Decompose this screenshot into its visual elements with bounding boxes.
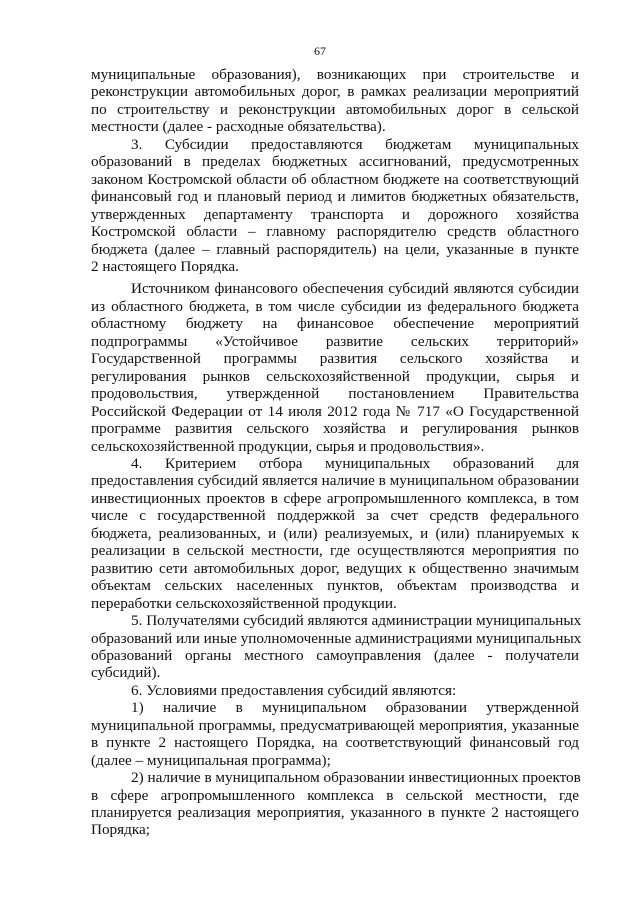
text-line: законом Костромской области об областном бюджете на соответствующий [91,170,579,188]
paragraph-item-5 [91,612,582,682]
text-line: 3. Субсидии предоставляются бюджетам муниципальных [131,135,579,153]
paragraph-item-4 [91,455,579,612]
text-line: бюджета (далее – главный распорядитель) на цели, указанные в пункте [91,240,579,258]
text-line: образований органы местного самоуправления (далее - получатели [91,646,579,664]
paragraph-funding-source [91,280,579,455]
paragraph-item-6-2 [91,769,579,839]
text-line: реализации в сельской местности, где осуществляются мероприятия по [91,542,579,560]
paragraph-continuation [91,66,579,136]
text-line: предоставления субсидий является наличие в муниципальном образовании [91,472,579,490]
text-line: местности (далее - расходные обязательства). [91,118,386,136]
text-line: сельскохозяйственной продукции, сырья и продовольствия». [91,437,485,455]
text-line: инвестиционных проектов в сфере агропромышленного комплекса, в том [91,489,579,507]
text-line: муниципальные образования), возникающих при строительстве и [91,66,579,83]
text-line: бюджета, реализованных, и (или) реализуемых, и (или) планируемых к [91,524,579,542]
text-line: 2 настоящего Порядка. [91,257,239,275]
text-line: 1) наличие в муниципальном образовании утвержденной [131,699,579,717]
text-line: муниципальной программы, предусматривающей мероприятия, указанные [91,716,579,734]
text-line: планируется реализация мероприятия, указанного в пункте 2 настоящего [91,804,579,822]
text-line: из областного бюджета, в том числе субсидии из федерального бюджета [91,297,579,315]
text-line: Порядка; [91,821,150,839]
text-line: объектам сельских населенных пунктов, объектам производства и [91,577,579,595]
text-line: субсидий). [91,664,161,682]
text-line: областному бюджету на финансовое обеспечение мероприятий [91,315,579,333]
text-line: программе развития сельского хозяйства и регулирования рынков [91,420,579,438]
text-line: в сфере агропромышленного комплекса в сельской местности, где [91,786,579,804]
paragraph-item-6-1 [91,699,579,769]
text-line: утвержденных департаменту транспорта и дорожного хозяйства [91,205,579,223]
text-line: образований или иные уполномоченные администрациями муниципальных [91,629,582,647]
text-line: Источником финансового обеспечения субсидий являются субсидии [131,280,579,298]
text-line: образований в пределах бюджетных ассигнований, предусмотренных [91,153,579,171]
text-line: в пункте 2 настоящего Порядка, на соответствующий финансовый год [91,734,579,752]
text-line: 5. Получателями субсидий являются администрации муниципальных [131,612,582,630]
text-line: 4. Критерием отбора муниципальных образований для [131,454,579,472]
page-number: 67 [314,44,326,58]
paragraph-item-3 [91,136,579,276]
text-line: Государственной программы развития сельского хозяйства и [91,350,579,368]
text-line: Костромской области – главному распорядителю средств областного [91,223,579,241]
paragraph-item-6 [91,682,579,699]
text-line: реконструкции автомобильных дорог, в рамках реализации мероприятий [91,83,579,101]
text-line: 2) наличие в муниципальном образовании инвестиционных проектов [131,769,581,787]
text-line: продовольствия, утвержденной постановлением Правительства [91,385,579,403]
text-line: развитию сети автомобильных дорог, ведущих к общественно значимым [91,559,579,577]
text-line: регулирования рынков сельскохозяйственной продукции, сырья и [91,367,579,385]
text-line: (далее – муниципальная программа); [91,751,331,769]
text-line: 6. Условиями предоставления субсидий являются: [131,681,457,699]
document-body [91,66,582,839]
text-line: Российской Федерации от 14 июля 2012 года № 717 «О Государственной [91,402,579,420]
text-line: числе с государственной поддержкой за счет средств федерального [91,507,579,525]
text-line: по строительству и реконструкции автомобильных дорог в сельской [91,100,579,118]
text-line: финансовый год и плановый период и лимитов бюджетных обязательств, [91,188,579,206]
text-line: подпрограммы «Устойчивое развитие сельских территорий» [91,332,579,350]
text-line: переработки сельскохозяйственной продукции. [91,594,397,612]
